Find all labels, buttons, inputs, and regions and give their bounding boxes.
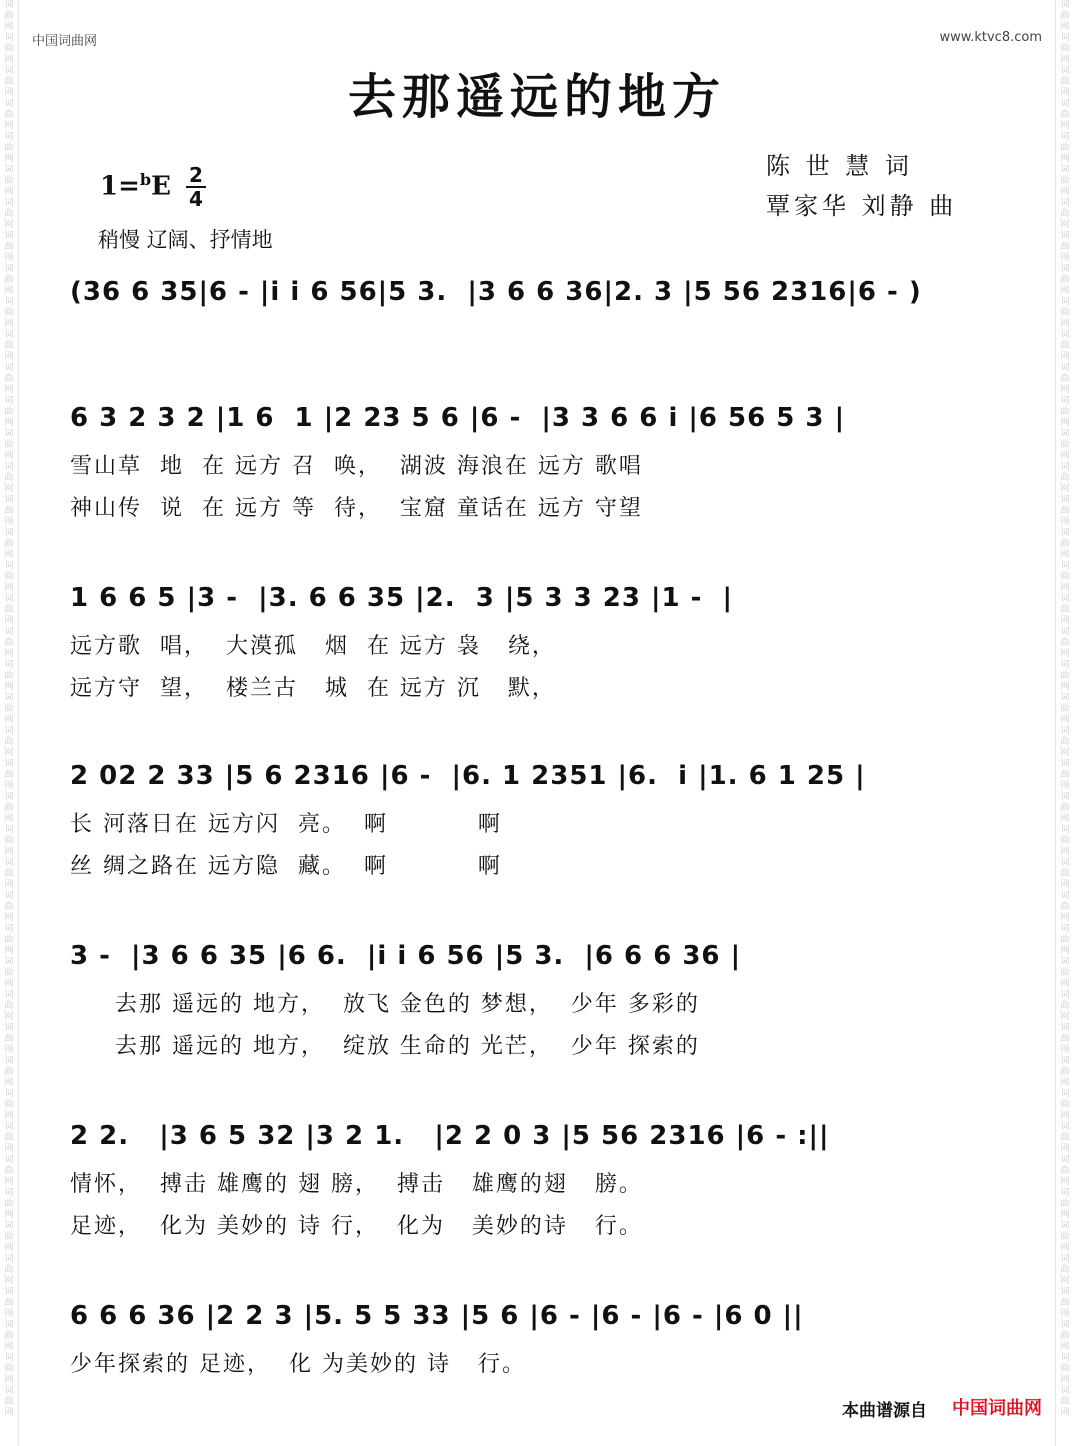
lyric-line-5-verse-1: 情怀， 搏击 雄鹰的 翅 膀， 搏击 雄鹰的翅 膀。	[70, 1172, 643, 1197]
tempo-marking: 稍慢 辽阔、抒情地	[98, 228, 273, 252]
music-line-3: 2 02 2 33 |5 6 2316 |6 - |6. 1 2351 |6. i |1. 6 1 25 |	[70, 761, 866, 791]
music-line-1: 6 3 2 3 2 |1 6 1 |2 23 5 6 |6 - |3 3 6 6 i |6 56 5 3 |	[70, 403, 846, 433]
source-label: 本曲谱源自	[842, 1401, 927, 1421]
lyric-line-3-verse-2: 丝 绸之路在 远方隐 藏。 啊 啊	[70, 854, 502, 879]
source-site: 中国词曲网	[952, 1398, 1042, 1419]
lyric-line-1-verse-1: 雪山草 地 在 远方 召 唤， 湖波 海浪在 远方 歌唱	[70, 454, 643, 479]
music-line-5: 2 2. |3 6 5 32 |3 2 1. |2 2 0 3 |5 56 2316 |6 - :||	[70, 1121, 830, 1151]
music-line-4: 3 - |3 6 6 35 |6 6. |i i 6 56 |5 3. |6 6 6 36 |	[70, 941, 742, 971]
lyric-line-4-verse-1: 去那 遥远的 地方， 放飞 金色的 梦想， 少年 多彩的	[70, 992, 700, 1017]
lyric-line-1-verse-2: 神山传 说 在 远方 等 待， 宝窟 童话在 远方 守望	[70, 496, 643, 521]
music-line-2: 1 6 6 5 |3 - |3. 6 6 35 |2. 3 |5 3 3 23 |1 - |	[70, 583, 734, 613]
lyric-line-6: 少年探索的 足迹， 化 为美妙的 诗 行。	[70, 1352, 526, 1377]
lyric-line-4-verse-2: 去那 遥远的 地方， 绽放 生命的 光芒， 少年 探索的	[70, 1034, 700, 1059]
key-prefix: 1=	[100, 171, 140, 202]
key-signature	[100, 170, 171, 202]
song-title: 去那遥远的地方	[347, 69, 726, 125]
time-signature	[186, 164, 206, 210]
music-line-6: 6 6 6 36 |2 2 3 |5. 5 5 33 |5 6 |6 - |6 - |6 - |6 0 ||	[70, 1301, 804, 1331]
time-signature-bottom: 4	[189, 187, 203, 211]
key-note: E	[151, 171, 171, 202]
lyric-line-2-verse-2: 远方守 望， 楼兰古 城 在 远方 沉 默，	[70, 676, 556, 701]
music-line-intro: (36 6 35|6 - |i i 6 56|5 3. |3 6 6 36|2. 3 |5 56 2316|6 - )	[70, 277, 922, 307]
site-url-right: www.ktvc8.com	[939, 30, 1042, 45]
watermark-left: 词曲网词曲网词曲网词曲网词曲网词曲网词曲网词曲网词曲网词曲网词曲网词曲网词曲网词曲网词曲网词曲网词曲网词曲网词曲网词曲网词曲网词曲网词曲网词曲网词曲网词曲网词曲网词曲网词曲网词曲网词曲网词曲网词曲网词曲网词曲网词曲网词曲网词曲网词曲网词曲网词曲网词曲网词曲网	[4, 0, 14, 1418]
lyric-line-3-verse-1: 长 河落日在 远方闪 亮。 啊 啊	[70, 812, 502, 837]
lyricist-credit: 陈 世 慧 词	[766, 152, 913, 180]
flat-sign: b	[139, 170, 152, 189]
composer-credit: 覃家华 刘静 曲	[766, 192, 958, 220]
lyric-line-5-verse-2: 足迹， 化为 美妙的 诗 行， 化为 美妙的诗 行。	[70, 1214, 643, 1239]
watermark-right: 词曲网词曲网词曲网词曲网词曲网词曲网词曲网词曲网词曲网词曲网词曲网词曲网词曲网词曲网词曲网词曲网词曲网词曲网词曲网词曲网词曲网词曲网词曲网词曲网词曲网词曲网词曲网词曲网词曲网词曲网词曲网词曲网词曲网词曲网词曲网词曲网词曲网词曲网词曲网词曲网词曲网词曲网词曲网	[1060, 0, 1070, 1418]
site-name-left: 中国词曲网	[32, 34, 98, 49]
lyric-line-2-verse-1: 远方歌 唱， 大漠孤 烟 在 远方 袅 绕，	[70, 634, 556, 659]
time-signature-top: 2	[186, 164, 206, 188]
